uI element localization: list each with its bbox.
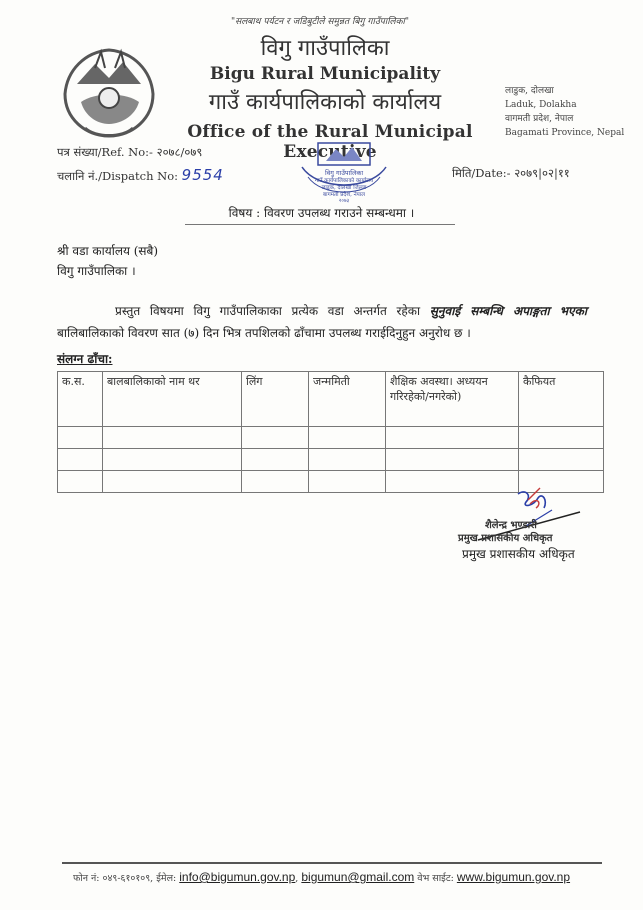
enclosure-label: संलग्न ढाँचा:	[57, 352, 113, 366]
recipient-line-1: श्री वडा कार्यालय (सबै)	[57, 244, 159, 258]
signatory-name: शैलेन्द्र भण्डारी	[485, 520, 537, 531]
letter-subject: विषय : विवरण उपलब्ध गराउने सम्बन्धमा ।	[228, 206, 415, 220]
stamp-text: बागमती प्रदेश, नेपाल	[323, 192, 365, 198]
column-header: क.स.	[58, 372, 103, 427]
address-line: वागमती प्रदेश, नेपाल	[505, 114, 574, 124]
date-label: मिति/Date:-	[452, 166, 511, 180]
body-emphasis: सुनुवाई सम्बन्धि अपाङ्गता भएका	[429, 304, 587, 318]
table-header-row	[58, 372, 604, 427]
footer-phone: फोन नं: ०४९-६१०१०९, ईमेल:	[72, 873, 177, 884]
footer-contact	[0, 870, 643, 884]
footer-email-1[interactable]: info@bigumun.gov.np	[179, 870, 296, 884]
ref-value: २०७८/०७९	[156, 145, 203, 159]
column-header: जन्ममिती	[309, 372, 386, 427]
details-form-table	[57, 371, 604, 493]
nepal-emblem-logo	[55, 44, 163, 142]
stamp-text: २०७३	[338, 198, 350, 203]
stamp-text: गाउँ कार्यपालिकाको कार्यालय	[314, 178, 374, 184]
signatory-title: प्रमुख प्रशासकीय अधिकृत	[462, 547, 575, 561]
footer-divider	[62, 862, 602, 864]
dispatch-value-handwritten: 9554	[181, 166, 224, 184]
dispatch-number	[57, 166, 224, 184]
address-line: Laduk, Dolakha	[505, 100, 577, 110]
letter-body	[57, 300, 587, 344]
column-header: बालबालिकाको नाम थर	[103, 372, 242, 427]
office-address	[505, 84, 643, 140]
body-text: प्रस्तुत विषयमा विगु गाउँपालिकाका प्रत्येक वडा अन्तर्गत रहेका	[115, 304, 430, 318]
column-header: लिंग	[242, 372, 309, 427]
table-row	[58, 449, 604, 471]
table-row	[58, 427, 604, 449]
ref-label: पत्र संख्या/Ref. No:-	[57, 145, 153, 159]
footer-email-2[interactable]: bigumun@gmail.com	[301, 870, 415, 884]
office-name-np: गाउँ कार्यपालिकाको कार्यालय	[208, 90, 442, 115]
date-value: २०७९|०२|११	[514, 166, 570, 180]
office-name-en: Office of the Rural Municipal Executive	[187, 122, 473, 162]
signatory-stamp-title: प्रमुख प्रशासकीय अधिकृत	[458, 533, 553, 544]
footer-web-label: वेभ साईट:	[417, 873, 454, 884]
municipality-name-en: Bigu Rural Municipality	[209, 64, 441, 84]
body-text: बालिबालिकाको विवरण सात (७) दिन भित्र तपशिलको ढाँचामा उपलब्ध गराईदिनुहुन अनुरोध छ ।	[57, 326, 471, 340]
municipality-name-np: विगु गाउँपालिका	[260, 36, 390, 61]
address-line: लाडुक, दोलखा	[505, 86, 554, 96]
column-header: शैक्षिक अवस्था। अध्ययन गरिरहेको/नगरेको)	[386, 372, 519, 427]
footer-website[interactable]: www.bigumun.gov.np	[456, 870, 571, 884]
address-line: Bagamati Province, Nepal	[505, 128, 625, 138]
column-header: कैफियत	[519, 372, 604, 427]
motto: "सलबाथ पर्यटन र जडिबुटीले समुन्नत बिगु गाउँपालिका"	[230, 17, 410, 27]
recipient-line-2: विगु गाउँपालिका ।	[57, 264, 136, 278]
dispatch-label: चलानि नं./Dispatch No:	[57, 169, 179, 183]
reference-number	[57, 145, 202, 160]
office-stamp-seal	[298, 141, 390, 203]
stamp-text: लाडुक, दोलखा जिल्ला	[321, 185, 367, 191]
letter-date	[452, 166, 570, 181]
stamp-text: विगु गाउँपालिका	[324, 169, 364, 177]
subject-underline	[185, 224, 455, 225]
footer-separator: ,	[295, 873, 299, 884]
